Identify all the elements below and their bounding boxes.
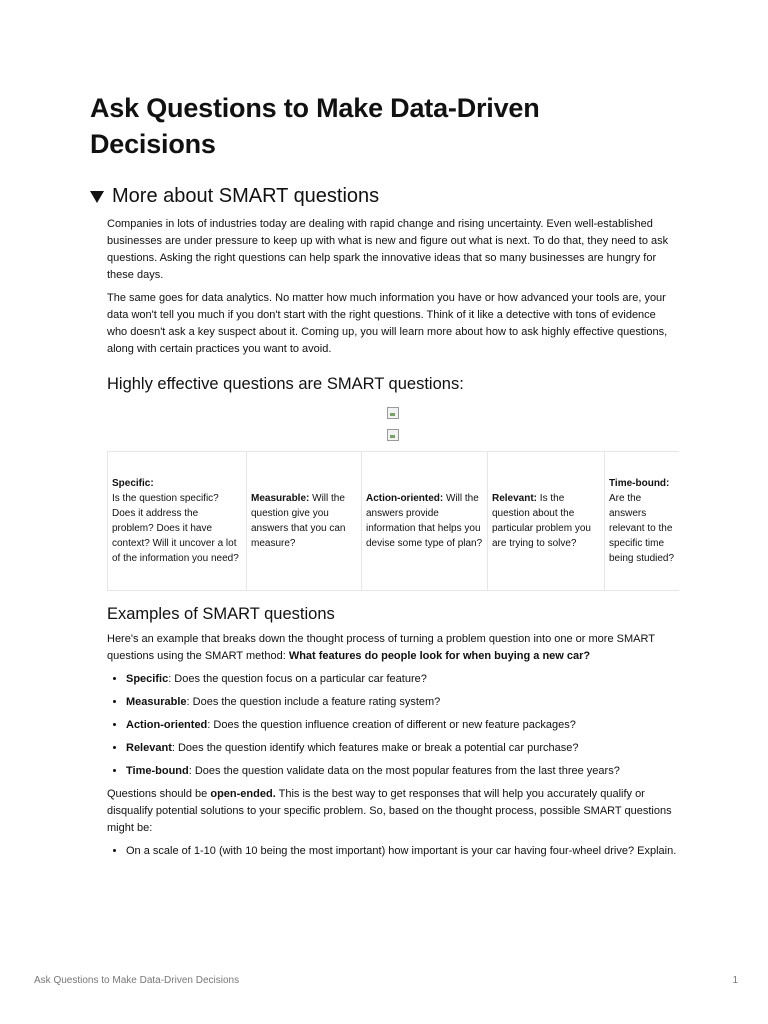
footer-title: Ask Questions to Make Data-Driven Decisions — [34, 975, 240, 986]
list-item — [126, 694, 679, 711]
broken-image-icon — [387, 407, 399, 419]
list-item — [126, 671, 679, 688]
bullet-text: : Does the question influence creation of different or new feature packages? — [207, 719, 576, 731]
cell-term: Specific: — [112, 478, 154, 489]
examples-intro-text: Here's an example that breaks down the thought process of turning a problem question into one or more SMART questions using the SMART method: — [107, 633, 655, 662]
cell-desc: Is the question specific? Does it address the problem? Does it have context? Will it uncover a lot of the information you need? — [112, 493, 239, 564]
table-cell-relevant — [488, 452, 605, 591]
table-cell-action-oriented — [362, 452, 488, 591]
list-item — [126, 717, 679, 734]
image-group — [107, 407, 679, 441]
bullet-text: : Does the question focus on a particular car feature? — [168, 673, 427, 685]
toggle-heading-label: More about SMART questions — [112, 185, 380, 207]
triangle-down-icon[interactable] — [90, 191, 104, 203]
cell-desc: Will the answers provide information that helps you devise some type of plan? — [366, 493, 483, 549]
smart-heading: Highly effective questions are SMART questions: — [107, 375, 464, 393]
page-title: Ask Questions to Make Data-Driven Decisions — [90, 93, 540, 159]
intro-paragraph: The same goes for data analytics. No matter how much information you have or how advanced your tools are, your data won't tell you much if you don't start with the right questions. Think of it like a detective with tons of evidence who doesn't ask a key suspect about it. Coming up, you will learn more about how to ask highly effective questions, along with certain practices you want to avoid. — [107, 292, 668, 355]
cell-term: Relevant: — [492, 493, 538, 504]
table-cell-time-bound — [605, 452, 680, 591]
possible-questions-list — [107, 843, 679, 860]
table-row — [108, 452, 680, 591]
cell-desc: Are the answers relevant to the specific time being studied? — [609, 493, 675, 564]
cell-term: Measurable: — [251, 493, 310, 504]
bullet-text: : Does the question validate data on the most popular features from the last three years? — [188, 765, 620, 777]
cell-term: Action-oriented: — [366, 493, 444, 504]
cell-term: Time-bound: — [609, 478, 670, 489]
bullet-term: Measurable — [126, 696, 187, 708]
bullet-term: Action-oriented — [126, 719, 208, 731]
bullet-term: Time-bound — [126, 765, 189, 777]
bullet-text: : Does the question identify which features make or break a potential car purchase? — [171, 742, 579, 754]
open-ended-paragraph — [107, 786, 679, 837]
bullet-text: : Does the question include a feature rating system? — [186, 696, 441, 708]
list-item: • On a scale of 1-10 (with 10 being the most important) how important is your car having four-wheel drive? Explain. — [126, 843, 679, 860]
cell-desc: Will the question give you answers that you can measure? — [251, 493, 346, 549]
intro-paragraph: Companies in lots of industries today are dealing with rapid change and rising uncertainty. Even well-established businesses are under pressure to keep up with what is new and figure out what is next. To do that, they need to ask questions. Asking the right questions can help spark the innovative ideas that so many businesses are hungry for these days. — [107, 218, 669, 281]
examples-heading: Examples of SMART questions — [107, 605, 335, 623]
bullet-term: Relevant — [126, 742, 172, 754]
smart-table — [107, 451, 679, 591]
bullet-term: Specific — [126, 673, 169, 685]
example-bullet-list — [107, 671, 679, 780]
list-item — [126, 740, 679, 757]
toggle-content — [107, 216, 679, 866]
examples-intro — [107, 631, 679, 665]
table-cell-measurable — [247, 452, 362, 591]
open-ended-after: This is the best way to get responses that will help you accurately qualify or disqualify potential solutions to your specific problem. So, based on the thought process, possible SMART questions might be: — [107, 788, 672, 834]
table-cell-specific — [108, 452, 247, 591]
examples-intro-question: What features do people look for when buying a new car? — [288, 650, 591, 662]
list-item — [126, 763, 679, 780]
toggle-heading[interactable] — [90, 182, 379, 210]
broken-image-icon — [387, 429, 399, 441]
open-ended-before: Questions should be — [107, 788, 211, 800]
cell-desc: Is the question about the particular problem you are trying to solve? — [492, 493, 591, 549]
page-number: 1 — [732, 975, 738, 986]
open-ended-bold: open-ended. — [210, 788, 276, 800]
